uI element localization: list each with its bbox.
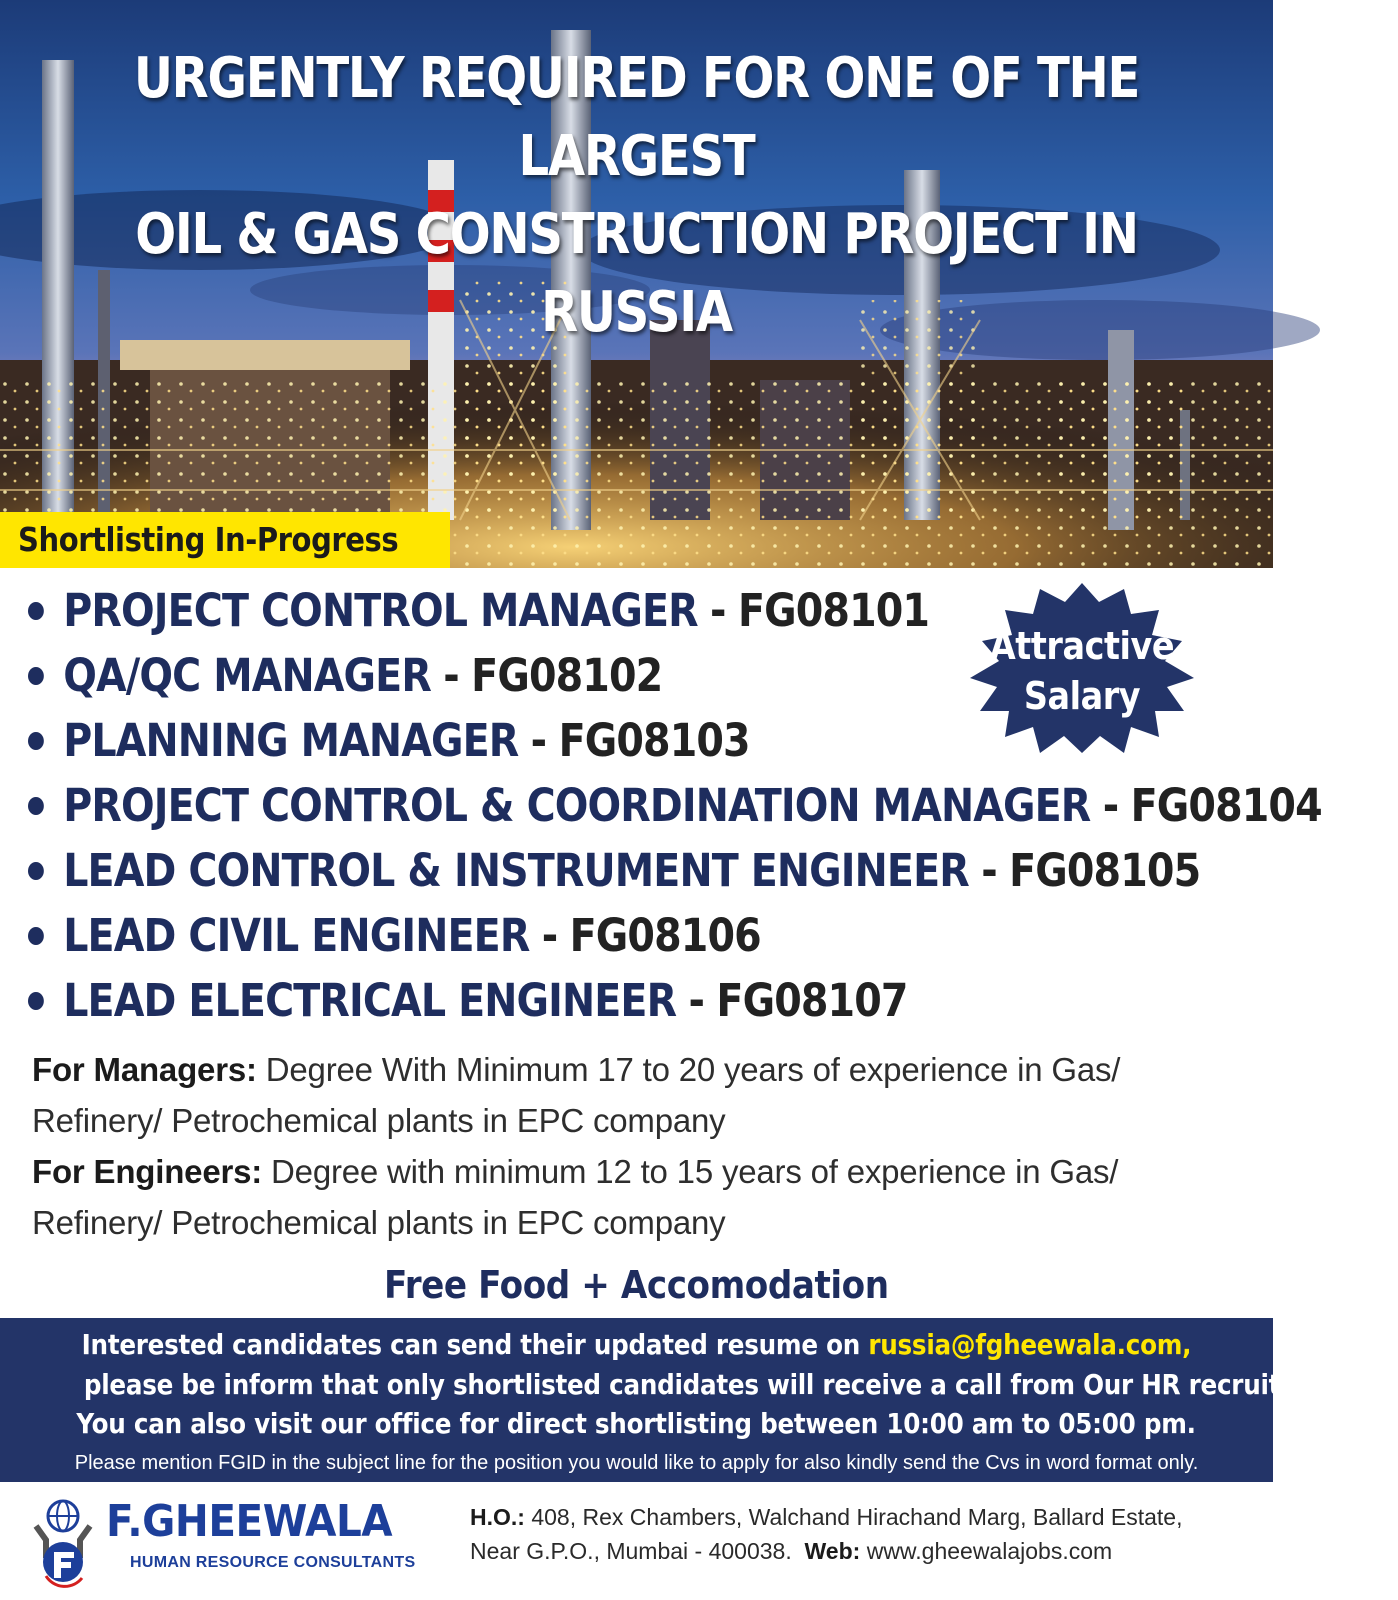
bullet-icon [28, 797, 44, 815]
engineers-requirement [32, 1146, 1262, 1197]
position-title: LEAD CONTROL & INSTRUMENT ENGINEER [63, 844, 969, 897]
salary-badge-line-2: Salary [1023, 674, 1141, 718]
web-label: Web: [804, 1538, 861, 1564]
position-title: LEAD ELECTRICAL ENGINEER [63, 974, 677, 1027]
headline-line-2: OIL & GAS CONSTRUCTION PROJECT IN RUSSIA [135, 202, 1138, 345]
managers-requirement [32, 1044, 1262, 1095]
managers-label: For Managers: [32, 1051, 257, 1088]
position-code: FG08106 [569, 909, 761, 962]
position-title: QA/QC MANAGER [63, 649, 431, 702]
contact-band [0, 1318, 1315, 1482]
engineers-requirement-cont [32, 1197, 1262, 1248]
website-link[interactable]: www.gheewalajobs.com [866, 1538, 1113, 1564]
bullet-icon [28, 862, 44, 880]
head-office-address [470, 1500, 1270, 1568]
contact-line-3 [0, 1407, 1273, 1440]
hero-section [0, 0, 1273, 568]
position-title: PLANNING MANAGER [63, 714, 519, 767]
position-separator: - [541, 909, 558, 962]
contact-line-1 [0, 1328, 1273, 1361]
bullet-icon [28, 927, 44, 945]
address-line-2 [470, 1534, 1270, 1568]
position-separator: - [1102, 779, 1119, 832]
position-title: LEAD CIVIL ENGINEER [63, 909, 530, 962]
position-title: PROJECT CONTROL MANAGER [63, 584, 698, 637]
contact-line-3-text: You can also visit our office for direct shortlisting between 10:00 am to 05:00 pm. [76, 1407, 1197, 1440]
position-code: FG08107 [716, 974, 908, 1027]
position-code: FG08101 [737, 584, 930, 637]
perks-text: Free Food + Accomodation [384, 1263, 889, 1307]
position-code: FG08105 [1009, 844, 1201, 897]
brand-name [106, 1496, 417, 1547]
managers-requirement-cont [32, 1095, 1262, 1146]
position-separator: - [710, 584, 726, 637]
footer [0, 1482, 1273, 1600]
headline-line-1: URGENTLY REQUIRED FOR ONE OF THE LARGEST [133, 46, 1140, 189]
engineers-label: For Engineers: [32, 1153, 263, 1190]
position-code: FG08104 [1130, 779, 1322, 832]
shortlisting-status-text: Shortlisting In-Progress [18, 520, 399, 559]
bullet-icon [28, 602, 44, 620]
position-separator: - [443, 649, 459, 702]
perks-line [0, 1263, 1273, 1307]
position-item [28, 838, 1268, 903]
headline [89, 40, 1184, 352]
ho-address-2: Near G.P.O., Mumbai - 400038. [470, 1538, 792, 1564]
position-separator: - [530, 714, 547, 767]
engineers-text-1: Degree with minimum 12 to 15 years of experience in Gas/ [271, 1153, 1119, 1190]
position-item [28, 903, 1268, 968]
ho-label: H.O.: [470, 1504, 525, 1530]
requirements-section [32, 1044, 1262, 1248]
shortlisting-status-badge [0, 512, 450, 568]
position-item [28, 773, 1322, 838]
position-code: FG08103 [558, 714, 750, 767]
contact-line-2 [0, 1368, 1315, 1401]
contact-line-1-text: Interested candidates can send their updated resume on [81, 1328, 861, 1361]
ho-address-1: 408, Rex Chambers, Walchand Hirachand Marg, Ballard Estate, [531, 1504, 1183, 1530]
position-item [28, 968, 1268, 1033]
position-code: FG08102 [471, 649, 663, 702]
managers-text-2: Refinery/ Petrochemical plants in EPC company [32, 1102, 726, 1139]
address-line-1 [470, 1500, 1270, 1534]
gheewala-logo-icon [30, 1496, 96, 1586]
position-title: PROJECT CONTROL & COORDINATION MANAGER [63, 779, 1091, 832]
salary-badge-line-1: Attractive [989, 624, 1175, 668]
managers-text-1: Degree With Minimum 17 to 20 years of experience in Gas/ [265, 1051, 1121, 1088]
bullet-icon [28, 667, 44, 685]
position-separator: - [981, 844, 997, 897]
brand-text: F.GHEEWALA [106, 1496, 393, 1547]
email-link[interactable]: russia@fgheewala.com, [868, 1328, 1192, 1361]
bullet-icon [28, 992, 44, 1010]
bullet-icon [28, 732, 44, 750]
attractive-salary-badge [962, 583, 1202, 753]
position-separator: - [688, 974, 705, 1027]
brand-tagline: HUMAN RESOURCE CONSULTANTS [130, 1554, 416, 1571]
contact-line-2-text: please be inform that only shortlisted candidates will receive a call from Our HR recruiter. [83, 1368, 1315, 1401]
engineers-text-2: Refinery/ Petrochemical plants in EPC company [32, 1204, 726, 1241]
fgid-note: Please mention FGID in the subject line for the position you would like to apply for also kindly send the Cvs in word format only. [74, 1452, 1199, 1474]
